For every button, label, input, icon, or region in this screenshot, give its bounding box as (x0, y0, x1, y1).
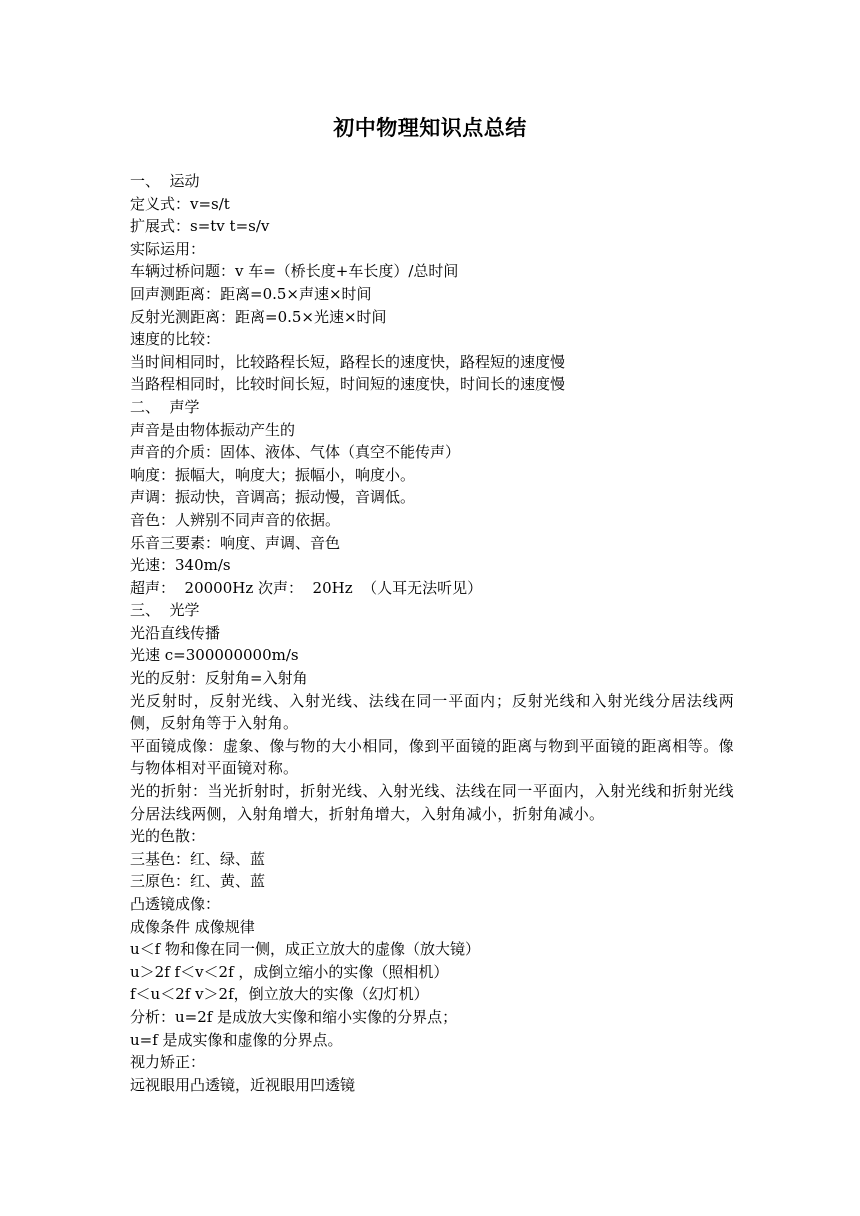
text-line: 定义式：v=s/t (130, 194, 230, 213)
text-line: 分析：u=2f 是成放大实像和缩小实像的分界点； (130, 1007, 458, 1026)
text-line: 光速 c=300000000m/s (130, 646, 299, 665)
text-line: u＜f 物和像在同一侧，成正立放大的虚像（放大镜） (130, 940, 480, 959)
text-line: 速度的比较： (130, 330, 221, 349)
text-line: 超声： 20000Hz 次声： 20Hz （人耳无法听见） (130, 578, 483, 597)
text-line: f＜u＜2f v＞2f，倒立放大的实像（幻灯机） (130, 985, 429, 1004)
text-line: 远视眼用凸透镜，近视眼用凹透镜 (130, 1075, 356, 1094)
text-line: 当路程相同时，比较时间长短，时间短的速度快，时间长的速度慢 (130, 375, 566, 394)
document-title: 初中物理知识点总结 (333, 115, 527, 140)
text-line: u＞2f f＜v＜2f ，成倒立缩小的实像（照相机） (130, 962, 449, 981)
text-line: 响度：振幅大，响度大；振幅小，响度小。 (130, 465, 416, 484)
text-line: 扩展式：s=tv t=s/v (130, 217, 270, 236)
text-line: 三原色：红、黄、蓝 (130, 872, 266, 891)
text-line: 凸透镜成像： (130, 895, 221, 913)
paragraph: 光反射时，反射光线、入射光线、法线在同一平面内；反射光线和入射光线分居法线两侧，反射角等于入射角。 (130, 691, 734, 733)
paragraph: 光的折射：当光折射时，折射光线、入射光线、法线在同一平面内，入射光线和折射光线分居法线两侧，入射角增大，折射角增大，入射角减小，折射角减小。 (130, 782, 734, 823)
section-heading-motion: 一、 运动 (130, 172, 200, 190)
text-line: 成像条件 成像规律 (130, 917, 255, 936)
text-line: 实际运用： (130, 239, 206, 258)
text-line: 视力矫正： (130, 1053, 206, 1072)
text-line: 三基色：红、绿、蓝 (130, 849, 266, 868)
text-line: 声调：振动快，音调高；振动慢，音调低。 (130, 488, 416, 507)
text-line: 声音的介质：固体、液体、气体（真空不能传声） (130, 443, 461, 462)
section-heading-optics: 三、 光学 (130, 601, 200, 620)
text-line: 反射光测距离：距离=0.5×光速×时间 (130, 307, 387, 326)
text-line: 光速：340m/s (130, 556, 231, 575)
text-line: 光的反射：反射角=入射角 (130, 669, 308, 688)
section-heading-acoustics: 二、 声学 (130, 397, 200, 416)
text-line: 乐音三要素：响度、声调、音色 (130, 533, 341, 552)
text-line: 当时间相同时，比较路程长短，路程长的速度快，路程短的速度慢 (130, 352, 566, 371)
text-line: 声音是由物体振动产生的 (130, 420, 296, 439)
paragraph: 平面镜成像：虚象、像与物的大小相同，像到平面镜的距离与物到平面镜的距离相等。像与物体相对平面镜对称。 (130, 736, 734, 778)
text-line: 光沿直线传播 (130, 623, 221, 642)
text-line: 回声测距离：距离=0.5×声速×时间 (130, 284, 372, 303)
text-line: 车辆过桥问题：v 车=（桥长度+车长度）/总时间 (130, 262, 459, 281)
text-line: 音色：人辨别不同声音的依据。 (130, 510, 341, 529)
text-line: 光的色散： (130, 827, 206, 846)
text-line: u=f 是成实像和虚像的分界点。 (130, 1030, 343, 1049)
document-body (130, 170, 734, 1096)
